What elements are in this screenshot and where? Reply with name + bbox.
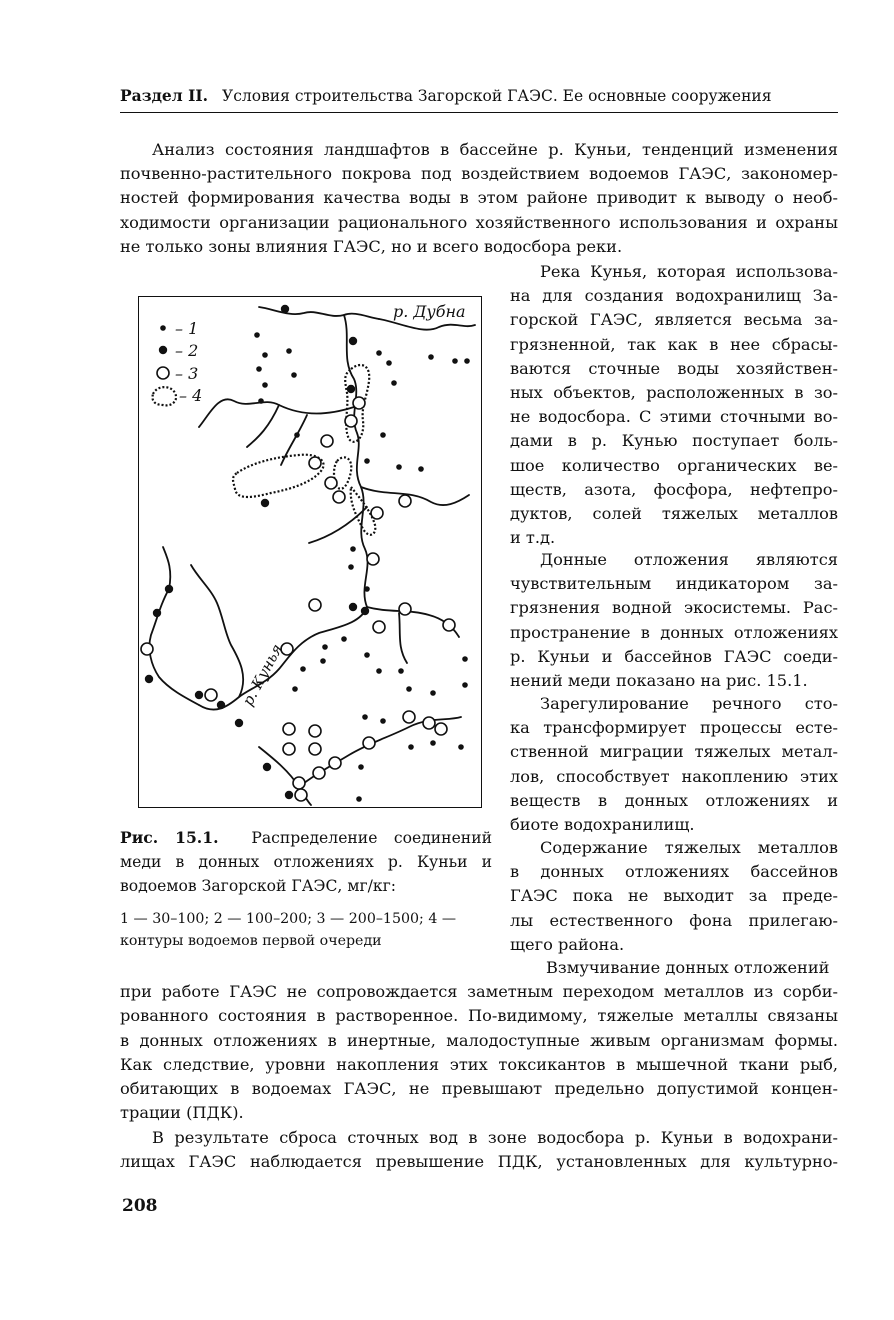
text-line: лов, способствует накоплению этих [510, 766, 838, 786]
river-kunya-upper [163, 547, 170, 589]
text-line: Взмучивание донных отложений [546, 958, 830, 977]
text-line: на для создания водохранилищ За- [510, 286, 838, 306]
figure-map [138, 296, 482, 808]
text-line: не водосбора. С этими сточными во- [510, 407, 838, 427]
text-line: не только зоны влияния ГАЭС, но и всего водосбора реки. [120, 236, 623, 256]
label-dubna: р. Дубна [393, 302, 466, 321]
paragraph-2 [510, 260, 838, 550]
text-line: нений меди показано на рис. 15.1. [510, 671, 808, 691]
text-line: ваются сточные воды хозяйствен- [510, 358, 838, 378]
text-line: Анализ состояния ландшафтов в бассейне р. Куньи, тенденций изменения [152, 140, 838, 159]
river-tributary-west-branch [247, 405, 279, 447]
figure-caption [120, 826, 492, 898]
text-line: при работе ГАЭС не сопровождается заметным переходом металлов из сорби- [120, 982, 838, 1002]
text-line: и т.д. [510, 528, 556, 548]
text-line: обитающих в водоемах ГАЭС, не превышают предельно допустимой концен- [120, 1079, 838, 1099]
text-line: Содержание тяжелых металлов [540, 838, 838, 857]
paragraph-4 [510, 692, 838, 837]
text-line: ходимости организации рационального хозяйственного использования и охраны [120, 212, 838, 232]
text-line: р. Куньи и бассейнов ГАЭС соеди- [510, 646, 838, 666]
text-line: рованного состояния в растворенное. По-видимому, тяжелые металлы связаны [120, 1006, 838, 1026]
river-east-lower-2 [399, 613, 407, 663]
legend-label-1: – 1 [175, 319, 199, 338]
river-tributary-east [361, 487, 469, 505]
text-line: Река Кунья, которая использова- [540, 262, 838, 281]
text-line: горской ГАЭС, является весьма за- [510, 310, 838, 330]
label-kunya: р. Кунья [238, 640, 287, 709]
paragraph-5 [510, 836, 838, 957]
legend-symbol-3 [157, 367, 169, 379]
text-line: лищах ГАЭС наблюдается превышение ПДК, установленных для культурно- [120, 1152, 838, 1172]
text-line: веществ в донных отложениях и [510, 790, 838, 810]
river-tributary-west-branch-2 [281, 415, 307, 465]
header-section: Раздел II. [120, 86, 209, 105]
text-line: Как следствие, уровни накопления этих токсикантов в мышечной ткани рыб, [120, 1054, 838, 1074]
text-line: щего района. [510, 934, 625, 954]
paragraph-1 [120, 138, 838, 259]
river-kunya-west [149, 589, 199, 705]
header-title: Условия строительства Загорской ГАЭС. Ее основные сооружения [222, 87, 772, 105]
paragraph-3 [510, 548, 838, 693]
legend-line-1: 1 — 30–100; 2 — 100–200; 3 — 200–1500; 4 — [120, 911, 457, 927]
text-line: почвенно-растительного покрова под воздействием водоемов ГАЭС, закономер- [120, 164, 838, 184]
text-line: чувствительным индикатором за- [510, 574, 838, 594]
river-tributary-west [199, 399, 354, 427]
text-line: дами в р. Кунью поступает боль- [510, 431, 838, 451]
text-line: дуктов, солей тяжелых металлов [510, 504, 838, 524]
legend-line-2: контуры водоемов первой очереди [120, 933, 382, 949]
text-line: грязненной, так как в нее сбрасы- [510, 334, 838, 354]
river-map [139, 297, 480, 806]
text-line: в донных отложениях бассейнов [510, 862, 838, 882]
text-line: ственной миграции тяжелых метал- [510, 742, 838, 762]
figure-legend-text [120, 908, 492, 952]
legend-symbol-4 [152, 387, 176, 405]
text-line: пространение в донных отложениях [510, 622, 838, 642]
sample-points-open [141, 397, 455, 801]
legend-symbol-2 [159, 346, 167, 354]
text-line: ГАЭС пока не выходит за преде- [510, 886, 838, 906]
text-line: шое количество органических ве- [510, 455, 838, 475]
text-line: трации (ПДК). [120, 1103, 244, 1123]
river-dubna [259, 307, 379, 319]
river-tributary-east-2 [309, 507, 367, 543]
caption-lead: Рис. 15.1. [120, 828, 219, 847]
text-line: в донных отложениях в инертные, малодоступные живым организмам формы. [120, 1030, 838, 1050]
paragraph-6 [120, 956, 838, 1125]
text-line: ностей формирования качества воды в этом районе приводит к выводу о необ- [120, 188, 838, 208]
legend-label-3: – 3 [175, 364, 199, 383]
page-number: 208 [122, 1196, 158, 1216]
legend-label-2: – 2 [175, 341, 199, 360]
text-line: биоте водохранилищ. [510, 815, 695, 835]
river-kunya-tributary-nw [191, 565, 243, 697]
caption-line-2: меди в донных отложениях р. Куньи и [120, 853, 492, 871]
text-line: ществ, азота, фосфора, нефтепро- [510, 479, 838, 499]
legend-symbols [152, 325, 176, 405]
running-header [120, 86, 838, 105]
legend-label-4: – 4 [179, 386, 203, 405]
text-line: ных объектов, расположенных в зо- [510, 383, 838, 403]
river-main [344, 315, 368, 607]
text-line: ка трансформирует процессы есте- [510, 718, 838, 738]
caption-text: Распределение соединений [251, 829, 492, 847]
paragraph-7 [120, 1126, 838, 1174]
caption-line-3: водоемов Загорской ГАЭС, мг/кг: [120, 877, 397, 895]
caption-line-1 [120, 826, 492, 850]
text-line: Зарегулирование речного сто- [540, 694, 838, 713]
legend-symbol-1 [160, 325, 166, 331]
header-rule [120, 112, 838, 113]
text-line: Донные отложения являются [540, 550, 838, 569]
text-line: грязнения водной экосистемы. Рас- [510, 598, 838, 618]
text-line: В результате сброса сточных вод в зоне водосбора р. Куньи в водохрани- [152, 1128, 838, 1147]
text-line: лы естественного фона прилегаю- [510, 910, 838, 930]
